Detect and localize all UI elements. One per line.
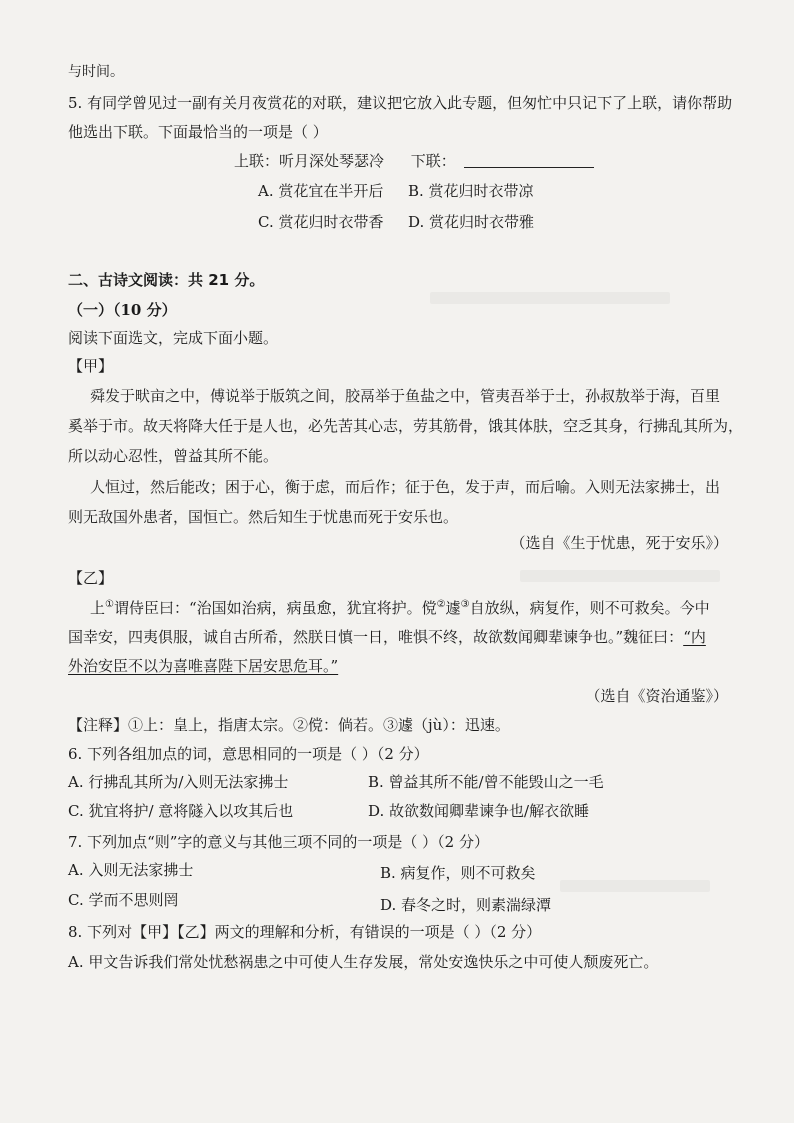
- part-heading: （一）（10 分）: [68, 301, 177, 319]
- jia-line4: 人恒过，然后能改；困于心，衡于虑，而后作；征于色，发于声，而后喻。入则无法家拂士，出: [90, 478, 721, 496]
- q7-option-c: C. 学而不思则罔: [68, 891, 179, 909]
- show-through-1: [430, 292, 670, 304]
- yi-underlined-start: “内: [683, 628, 706, 646]
- yi-source: （选自《资治通鉴》）: [585, 687, 728, 705]
- q5-line2: [68, 122, 328, 142]
- q7-option-b: B. 病复作，则不可救矣: [380, 864, 536, 882]
- jia-line1: 舜发于畎亩之中，傅说举于版筑之间，胶鬲举于鱼盐之中，管夷吾举于士，孙叔敖举于海，百里: [90, 387, 721, 405]
- q5-paren: （ ）: [293, 123, 328, 141]
- jia-line3: 所以动心忍性，曾益其所不能。: [68, 447, 279, 465]
- q8-option-a: A. 甲文告诉我们常处忧愁祸患之中可使人生存发展，常处安逸快乐之中可使人颓废死亡。: [68, 953, 659, 971]
- prev-fragment: 与时间。: [68, 64, 124, 80]
- q6-option-b: B. 曾益其所不能/曾不能毁山之一毛: [368, 773, 604, 791]
- yi-line2: [68, 627, 706, 647]
- annotation: 【注释】①上：皇上，指唐太宗。②傥：倘若。③遽（jù）：迅速。: [68, 716, 510, 734]
- yi-line1-c: 遽: [445, 599, 461, 617]
- q7-option-d: D. 春冬之时，则素湍绿潭: [380, 896, 552, 914]
- section-heading: 二、古诗文阅读：共 21 分。: [68, 271, 265, 289]
- instruction: 阅读下面选文，完成下面小题。: [68, 329, 279, 347]
- q6-option-a: A. 行拂乱其所为/入则无法家拂士: [68, 773, 289, 791]
- couplet-lower-label: 下联：: [410, 152, 456, 170]
- q5-line1: 5. 有同学曾见过一副有关月夜赏花的对联，建议把它放入此专题，但匆忙中只记下了上联，请你帮助: [68, 94, 733, 112]
- yi-line1: [90, 598, 710, 618]
- q7-stem: 7. 下列加点“则”字的意义与其他三项不同的一项是（ ）（2 分）: [68, 833, 489, 851]
- yi-label: 【乙】: [68, 569, 114, 587]
- q5-option-b: B. 赏花归时衣带凉: [408, 182, 534, 200]
- yi-line2-text: 国幸安，四夷俱服，诚自古所希，然朕日慎一日，唯惧不终，故欲数闻卿辈谏争也。”魏征曰：: [68, 628, 684, 646]
- q5-option-a: A. 赏花宜在半开后: [258, 182, 384, 200]
- q5-line2-text: 他选出下联。下面最恰当的一项是: [68, 123, 294, 141]
- yi-line1-d: 自放纵，病复作，则不可救矣。今中: [469, 599, 710, 617]
- yi-line3: [68, 656, 338, 676]
- yi-line1-a: 上: [90, 599, 106, 617]
- q6-option-d: D. 故欲数闻卿辈谏争也/解衣欲睡: [368, 802, 590, 820]
- note-ref-2: ②: [436, 599, 446, 610]
- show-through-3: [560, 880, 710, 892]
- note-ref-3: ③: [460, 599, 470, 610]
- jia-line2: 奚举于市。故天将降大任于是人也，必先苦其心志，劳其筋骨，饿其体肤，空乏其身，行拂乱其所为，: [68, 417, 744, 435]
- show-through-2: [520, 570, 720, 582]
- q5-option-c: C. 赏花归时衣带香: [258, 213, 384, 231]
- jia-source: （选自《生于忧患，死于安乐》）: [510, 534, 728, 552]
- note-ref-1: ①: [105, 599, 114, 610]
- couplet-blank: [464, 153, 594, 168]
- q8-stem: 8. 下列对【甲】【乙】两文的理解和分析，有错误的一项是（ ）（2 分）: [68, 923, 542, 941]
- q6-option-c: C. 犹宜将护/ 意将隧入以攻其后也: [68, 802, 294, 820]
- q5-option-d: D. 赏花归时衣带雅: [408, 213, 535, 231]
- jia-label: 【甲】: [68, 357, 114, 375]
- yi-underlined-end: 外治安臣不以为喜唯喜陛下居安思危耳。”: [68, 657, 339, 675]
- couplet-line: [234, 151, 594, 171]
- q7-option-a: A. 入则无法家拂士: [68, 861, 194, 879]
- jia-line5: 则无敌国外患者，国恒亡。然后知生于忧患而死于安乐也。: [68, 508, 459, 526]
- q6-stem: 6. 下列各组加点的词，意思相同的一项是（ ）（2 分）: [68, 745, 429, 763]
- yi-line1-b: 谓侍臣曰：“治国如治病，病虽愈，犹宜将护。傥: [113, 599, 437, 617]
- couplet-upper: 上联：听月深处琴瑟冷: [234, 152, 385, 170]
